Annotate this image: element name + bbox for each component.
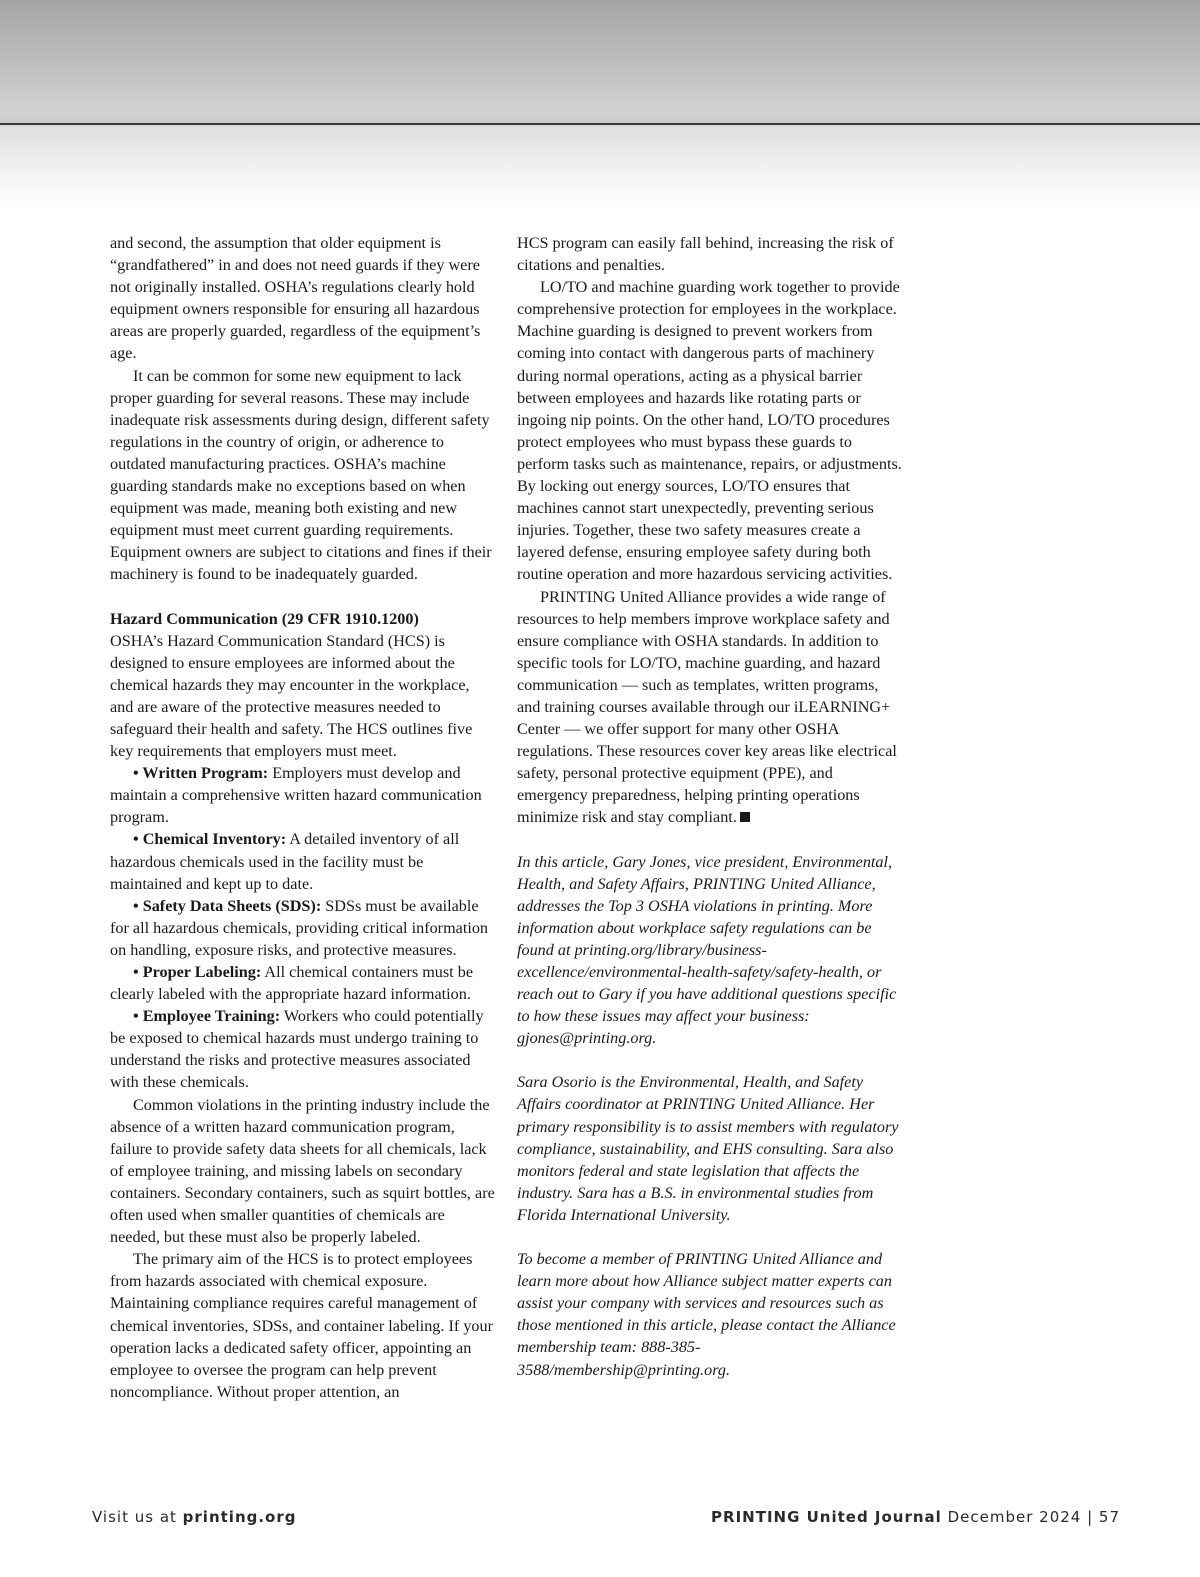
paragraph — [517, 586, 904, 829]
author-note: In this article, Gary Jones, vice president, Environmental, Health, and Safety Affairs, PRINTING United Alliance, addresses the Top 3 OSHA violations in printing. More information about workplace safety regulations can be found at printing.org/library/business-excellence/environmental-health-safety/safety-health, or reach out to Gary if you have additional questions specific to how these issues may affect your business: gjones@printing.org. — [517, 852, 897, 1048]
header-band — [0, 0, 1200, 210]
paragraph: Common violations in the printing industry include the absence of a written hazard communication program, failure to provide safety data sheets for all chemicals, lack of employee training, and missing labels on secondary containers. Secondary containers, such as squirt bottles, are often used when smaller quantities of chemicals are needed, but these must also be properly labeled. — [110, 1095, 495, 1247]
footer-prefix: Visit us at — [92, 1508, 183, 1526]
bullet-label: • Written Program: — [133, 764, 269, 783]
bullet-label: • Employee Training: — [133, 1007, 281, 1026]
bullet-text: SDSs must be available for all hazardous chemicals, providing critical information on handling, exposure risks, and protective measures. — [110, 896, 489, 959]
bullet-text: Workers who could potentially be exposed to chemical hazards must undergo training to understand the risks and protective measures associated with these chemicals. — [110, 1007, 484, 1092]
author-bio: Sara Osorio is the Environmental, Health, and Safety Affairs coordinator at PRINTING United Alliance. Her primary responsibility is to assist members with regulatory compliance, sustainability, and EHS consulting. Sara also monitors federal and state legislation that affects the industry. Sara has a B.S. in environmental studies from Florida International University. — [517, 1073, 899, 1224]
paragraph-text: PRINTING United Alliance provides a wide range of resources to help members improve workplace safety and ensure compliance with OSHA standards. In addition to specific tools for LO/TO, machine guarding, and hazard communication — such as templates, written programs, and training courses available through our iLEARNING+ Center — we offer support for many other OSHA regulations. These resources cover key areas like electrical safety, personal protective equipment (PPE), and emergency preparedness, helping printing operations minimize risk and stay compliant. — [517, 587, 897, 827]
bullet-text: Employers must develop and maintain a comprehensive written hazard communication program. — [110, 764, 482, 827]
bullet-item — [110, 828, 495, 894]
bullet-item — [110, 961, 495, 1005]
paragraph: HCS program can easily fall behind, increasing the risk of citations and penalties. — [517, 234, 894, 275]
bullet-item — [110, 762, 495, 828]
left-column — [110, 232, 495, 1403]
membership-note: To become a member of PRINTING United Alliance and learn more about how Alliance subject matter experts can assist your company with services and resources such as those mentioned in this article, please contact the Alliance membership team: 888-385-3588/membership@printing.org. — [517, 1250, 896, 1379]
bullet-text: All chemical containers must be clearly labeled with the appropriate hazard information. — [110, 963, 474, 1004]
bullet-item — [110, 895, 495, 961]
footer-issue: December 2024 | 57 — [941, 1508, 1120, 1526]
header-rule — [0, 123, 1200, 125]
footer-site-link: printing.org — [182, 1508, 297, 1526]
paragraph: LO/TO and machine guarding work together to provide comprehensive protection for employees in the workplace. Machine guarding is designed to prevent workers from coming into contact with dangerous parts of machinery during normal operations, acting as a physical barrier between employees and hazards like rotating parts or ingoing nip points. On the other hand, LO/TO procedures protect employees who must bypass these guards to perform tasks such as maintenance, repairs, or adjustments. By locking out energy sources, LO/TO ensures that machines cannot start unexpectedly, preventing serious injuries. Together, these two safety measures create a layered defense, ensuring employee safety during both routine operation and more hazardous servicing activities. — [517, 278, 902, 584]
end-mark-icon — [740, 812, 750, 822]
footer-page-info — [711, 1507, 1120, 1527]
right-column — [517, 232, 904, 1381]
bullet-text: A detailed inventory of all hazardous chemicals used in the facility must be maintained and kept up to date. — [110, 830, 460, 893]
bullet-label: • Safety Data Sheets (SDS): — [133, 896, 322, 915]
section-heading: Hazard Communication (29 CFR 1910.1200) — [110, 609, 419, 628]
footer-site — [92, 1507, 297, 1527]
bullet-item — [110, 1005, 495, 1093]
bullet-label: • Chemical Inventory: — [133, 830, 287, 849]
paragraph: It can be common for some new equipment to lack proper guarding for several reasons. These may include inadequate risk assessments during design, different safety regulations in the country of origin, or adherence to outdated manufacturing practices. OSHA’s machine guarding standards make no exceptions based on when equipment was made, meaning both existing and new equipment must meet current guarding requirements. Equipment owners are subject to citations and fines if their machinery is found to be inadequately guarded. — [110, 366, 492, 584]
paragraph: OSHA’s Hazard Communication Standard (HCS) is designed to ensure employees are informed about the chemical hazards they may encounter in the workplace, and are aware of the protective measures needed to safeguard their health and safety. The HCS outlines five key requirements that employers must meet. — [110, 631, 473, 761]
paragraph: The primary aim of the HCS is to protect employees from hazards associated with chemical exposure. Maintaining compliance requires careful management of chemical inventories, SDSs, and container labeling. If your operation lacks a dedicated safety officer, appointing an employee to oversee the program can help prevent noncompliance. Without proper attention, an — [110, 1250, 493, 1401]
bullet-label: • Proper Labeling: — [133, 963, 262, 981]
paragraph: and second, the assumption that older equipment is “grandfathered” in and does not need guards if they were not originally installed. OSHA’s regulations clearly hold equipment owners responsible for ensuring all hazardous areas are properly guarded, regardless of the equipment’s age. — [110, 234, 481, 363]
footer-journal: PRINTING United Journal — [711, 1508, 942, 1526]
